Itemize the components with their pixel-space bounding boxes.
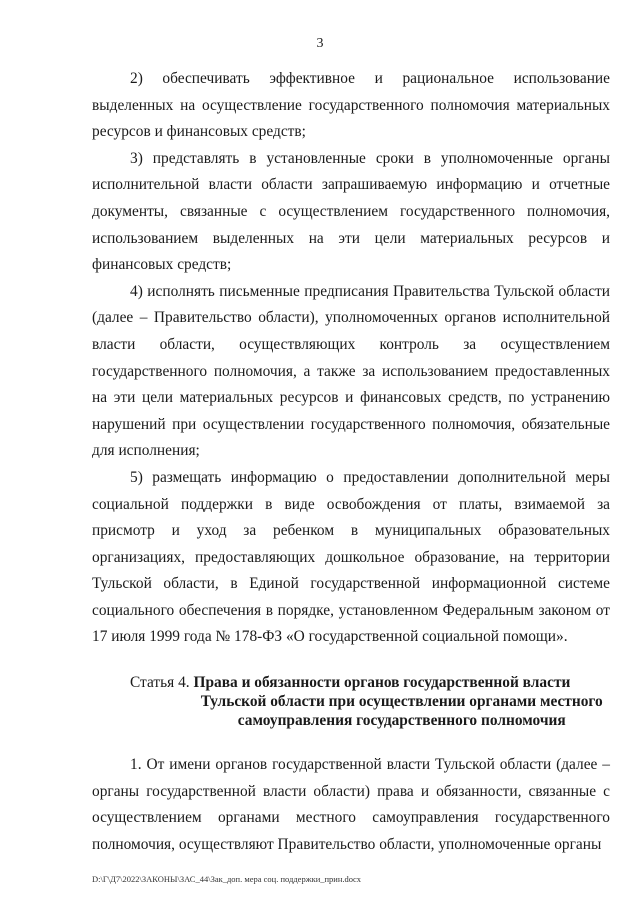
article-title [193, 673, 610, 730]
article-title-line-2: Тульской области при осуществлении органами местного [200, 693, 603, 711]
paragraph-item-3: 3) представлять в установленные сроки в уполномоченные органы исполнительной власти области запрашиваемую информацию и отчетные документы, связанные с осуществлением государственного полномочия, использованием выделенных на эти цели материальных ресурсов и финансовых средств; [92, 149, 610, 274]
article-heading [92, 673, 610, 730]
article-title-line-1: Права и обязанности органов государственной власти [193, 674, 571, 692]
paragraph-item-5: 5) размещать информацию о предоставлении дополнительной меры социальной поддержки в виде освобождения от платы, взимаемой за присмотр и уход за ребенком в муниципальных образовательных организациях, предоставляющих дошкольное образование, на территории Тульской области, в Единой государственной информационной системе социального обеспечения в порядке, установленном Федеральным законом от 17 июля 1999 года № 178-ФЗ «О государственной социальной помощи». [92, 468, 610, 646]
paragraph-item-2: 2) обеспечивать эффективное и рациональное использование выделенных на осуществление государственного полномочия материальных ресурсов и финансовых средств; [92, 70, 610, 141]
paragraph-item-4: 4) исполнять письменные предписания Правительства Тульской области (далее – Правительство области), уполномоченных органов исполнительной власти области, осуществляющих контроль за осуществлением государственного полномочия, а также за использованием предоставленных на эти цели материальных ресурсов и финансовых средств, по устранению нарушений при осуществлении государственного полномочия, обязательные для исполнения; [92, 282, 610, 460]
paragraph-article4-1: 1. От имени органов государственной власти Тульской области (далее – органы государственной власти области) права и обязанности, связанные с осуществлением органами местного самоуправления государственного полномочия, осуществляют Правительство области, уполномоченные органы [92, 756, 610, 853]
page-number: 3 [316, 36, 324, 51]
article-label: Статья 4. [130, 674, 194, 692]
article-title-line-3: самоуправления государственного полномочия [237, 712, 566, 730]
footer-file-path: D:\Г\Д7\2022\ЗАКОНЫ\ЗАС_44\Зак_доп. мера соц. поддержки_прин.docx [92, 874, 362, 884]
document-body [92, 66, 610, 858]
